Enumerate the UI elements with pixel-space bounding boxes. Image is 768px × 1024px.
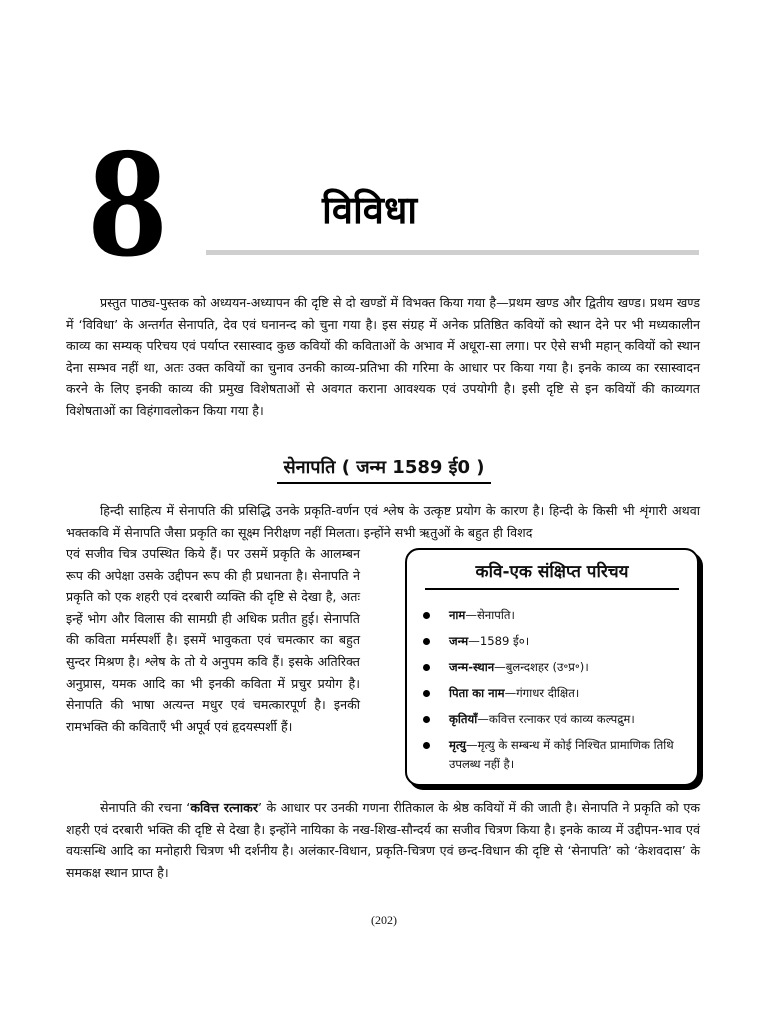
info-value: —1589 ई०।	[468, 634, 530, 648]
para3-text-end: ’ के आधार पर उनकी गणना रीतिकाल के श्रेष्ठ कवियों में की जाती है। सेनापति ने प्रकृति को एक शहरी एवं दरबारी भक्ति की दृष्टि से देखा है। इन्होंने नायिका के नख-शिख-सौन्दर्य का सजीव चित्रण किया है। इनके काव्य में उद्दीपन-भाव एवं वयःसन्धि आदि का मनोहारी चित्रण भी दर्शनीय है। अलंकार-विधान, प्रकृति-चित्रण एवं छन्द-विधान की दृष्टि से ‘सेनापति’ को ‘केशवदास’ के समकक्ष स्थान प्राप्त है।	[66, 800, 700, 880]
info-key: पिता का नाम	[449, 686, 505, 700]
info-value: —बुलन्दशहर (उ॰प्र॰)।	[494, 660, 589, 674]
info-box-title: कवि-एक संक्षिप्त परिचय	[425, 560, 679, 590]
info-value: —मृत्यु के सम्बन्ध में कोई निश्चित प्रामाणिक तिथि उपलब्ध नहीं है।	[449, 738, 674, 771]
senapati-paragraph-2: एवं सजीव चित्र उपस्थित किये हैं। पर उसमें प्रकृति के आलम्बन रूप की अपेक्षा उसके उद्दीपन रूप की ही प्रधानता है। सेनापति ने प्रकृति को एक शहरी एवं दरबारी व्यक्ति की दृष्टि से देखा है, अतः इन्हें भोग और विलास की सामग्री ही अधिक प्रतीत हुई। सेनापति की कविता मर्मस्पर्शी है। इसमें भावुकता एवं चमत्कार का बहुत सुन्दर मिश्रण है। श्लेष के तो ये अनुपम कवि हैं। इसके अतिरिक्त अनुप्रास, यमक आदि का भी इनकी कविता में प्रचुर प्रयोग है। सेनापति की भाषा अत्यन्त मधुर एवं चमत्कारपूर्ण है। इनकी रामभक्ति की कविताएँ भी अपूर्व एवं हृदयस्पर्शी हैं।	[66, 546, 360, 734]
info-key: कृतियाँ	[449, 712, 478, 726]
bullet-icon	[423, 664, 430, 671]
poet-brief-intro-box	[405, 548, 699, 786]
info-key: जन्म-स्थान	[449, 660, 495, 674]
info-list	[407, 606, 697, 774]
info-value: —सेनापति।	[465, 608, 515, 622]
info-item-death	[421, 736, 687, 774]
intro-paragraph: प्रस्तुत पाठ्य-पुस्तक को अध्ययन-अध्यापन की दृष्टि से दो खण्डों में विभक्त किया गया है—प्रथम खण्ड और द्वितीय खण्ड। प्रथम खण्ड में ‘विविधा’ के अन्तर्गत सेनापति, देव एवं घनानन्द को चुना गया है। इस संग्रह में अनेक प्रतिष्ठित कवियों को स्थान देने पर भी मध्यकालीन काव्य का सम्यक् परिचय एवं पर्याप्त रसास्वाद कुछ कवियों की कविताओं के अभाव में अधूरा-सा लगा। पर ऐसे सभी महान् कवियों को स्थान देना सम्भव नहीं था, अतः उक्त कवियों का चुनाव उनकी काव्य-प्रतिभा की गरिमा के आधार पर किया गया है। इनके काव्य का रसास्वादन करने के लिए इनकी काव्य की प्रमुख विशेषताओं से अवगत कराना आवश्यक एवं उपयोगी है। इसी दृष्टि से इन कवियों की काव्यगत विशेषताओं का विहंगावलोकन किया गया है।	[66, 295, 700, 418]
info-item-works	[421, 710, 687, 729]
info-item-birthplace	[421, 658, 687, 677]
section-heading	[0, 455, 768, 484]
info-value: —गंगाधर दीक्षित।	[504, 686, 580, 700]
chapter-number: 8	[88, 115, 167, 290]
info-item-father	[421, 684, 687, 703]
info-key: मृत्यु	[449, 738, 467, 752]
info-item-birth	[421, 632, 687, 651]
bullet-icon	[423, 690, 430, 697]
bullet-icon	[423, 612, 430, 619]
info-item-name	[421, 606, 687, 625]
para3-text-start: सेनापति की रचना ‘	[100, 800, 191, 815]
info-key: नाम	[449, 608, 466, 622]
bullet-icon	[423, 638, 430, 645]
page-number: (202)	[371, 913, 397, 927]
work-title-kavitt-ratnakar: कवित्त रत्नाकर	[190, 800, 258, 815]
chapter-title: विविधा	[322, 188, 418, 232]
senapati-paragraph-1: हिन्दी साहित्य में सेनापति की प्रसिद्धि उनके प्रकृति-वर्णन एवं श्लेष के उत्कृष्ट प्रयोग के कारण है। हिन्दी के किसी भी शृंगारी अथवा भक्तकवि में सेनापति जैसा प्रकृति का सूक्ष्म निरीक्षण नहीं मिलता। इन्होंने सभी ऋतुओं के बहुत ही विशद	[66, 503, 700, 540]
info-key: जन्म	[449, 634, 469, 648]
chapter-title-rule	[206, 250, 699, 255]
bullet-icon	[423, 716, 430, 723]
senapati-paragraph-3	[66, 797, 700, 883]
bullet-icon	[423, 742, 430, 749]
section-heading-text: सेनापति ( जन्म 1589 ई0 )	[277, 455, 490, 484]
info-value: —कवित्त रत्नाकर एवं काव्य कल्पद्रुम।	[477, 712, 635, 726]
